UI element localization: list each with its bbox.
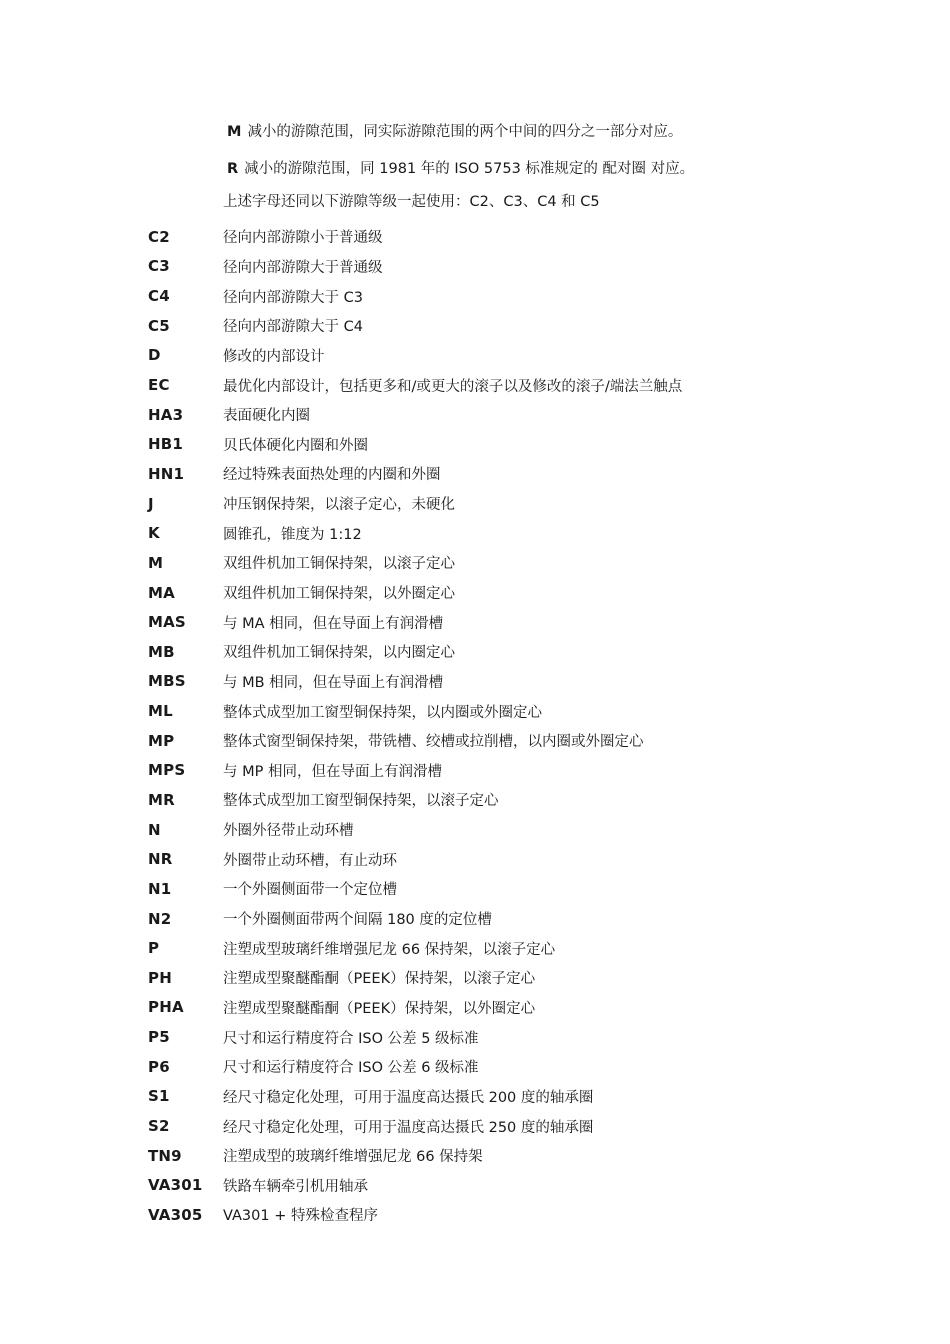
suffix-code: TN9	[148, 1146, 182, 1165]
intro-text-r: 减小的游隙范围，同 1981 年的 ISO 5753 标准规定的 配对圈 对应。	[244, 161, 695, 177]
suffix-code: N1	[148, 879, 172, 898]
table-row	[148, 1111, 908, 1141]
suffix-code: HN1	[148, 464, 185, 483]
table-row	[148, 874, 908, 904]
suffix-code: S2	[148, 1117, 170, 1136]
table-row	[148, 844, 908, 874]
suffix-code: P6	[148, 1057, 170, 1076]
suffix-code: N2	[148, 909, 172, 928]
suffix-description: 最优化内部设计，包括更多和/或更大的滚子以及修改的滚子/端法兰触点	[223, 378, 683, 395]
suffix-code: P5	[148, 1028, 170, 1047]
suffix-description: 注塑成型聚醚酯酮（PEEK）保持架，以外圈定心	[223, 1000, 536, 1017]
table-row	[148, 1052, 908, 1082]
suffix-description: 注塑成型聚醚酯酮（PEEK）保持架，以滚子定心	[223, 971, 536, 988]
table-row	[148, 607, 908, 637]
suffix-code: MBS	[148, 672, 186, 691]
suffix-code: HB1	[148, 435, 184, 454]
table-row	[148, 222, 908, 252]
suffix-description: 径向内部游隙大于普通级	[223, 259, 383, 276]
intro-letter-m: M	[227, 124, 242, 140]
suffix-description: 径向内部游隙小于普通级	[223, 230, 383, 247]
suffix-code: K	[148, 524, 160, 543]
table-row	[148, 904, 908, 934]
suffix-description: 一个外圈侧面带一个定位槽	[223, 882, 397, 899]
intro-letter-r: R	[227, 161, 239, 177]
table-row	[148, 252, 908, 282]
suffix-description: 径向内部游隙大于 C4	[223, 319, 363, 336]
table-row	[148, 1200, 908, 1230]
suffix-code: C3	[148, 257, 170, 276]
table-row	[148, 696, 908, 726]
table-row	[148, 785, 908, 815]
table-row	[148, 370, 908, 400]
suffix-description: 尺寸和运行精度符合 ISO 公差 6 级标准	[223, 1060, 479, 1077]
suffix-code: PHA	[148, 998, 184, 1017]
suffix-description: 一个外圈侧面带两个间隔 180 度的定位槽	[223, 912, 492, 929]
table-row	[148, 1082, 908, 1112]
suffix-code: N	[148, 820, 161, 839]
suffix-code: MPS	[148, 761, 186, 780]
suffix-code: M	[148, 553, 164, 572]
table-row	[148, 963, 908, 993]
suffix-description: 尺寸和运行精度符合 ISO 公差 5 级标准	[223, 1030, 479, 1047]
suffix-description: 经过特殊表面热处理的内圈和外圈	[223, 467, 441, 484]
suffix-description: 表面硬化内圈	[223, 408, 310, 425]
table-row	[148, 1171, 908, 1201]
suffix-code: VA305	[148, 1205, 203, 1224]
table-row	[148, 518, 908, 548]
table-row	[148, 548, 908, 578]
intro-line-m	[227, 122, 917, 142]
suffix-code: C5	[148, 316, 170, 335]
suffix-description: 圆锥孔，锥度为 1:12	[223, 526, 362, 543]
suffix-description: 与 MA 相同，但在导面上有润滑槽	[223, 615, 444, 632]
suffix-code: S1	[148, 1087, 170, 1106]
suffix-description: 整体式成型加工窗型铜保持架，以滚子定心	[223, 793, 499, 810]
suffix-code: ML	[148, 702, 173, 721]
table-row	[148, 459, 908, 489]
table-row	[148, 815, 908, 845]
table-row	[148, 1141, 908, 1171]
suffix-description: 冲压钢保持架，以滚子定心，未硬化	[223, 497, 455, 514]
suffix-description: 双组件机加工铜保持架，以外圈定心	[223, 586, 455, 602]
table-row	[148, 578, 908, 608]
suffix-code: PH	[148, 968, 172, 987]
table-row	[148, 311, 908, 341]
table-row	[148, 933, 908, 963]
suffix-code: C2	[148, 227, 170, 246]
table-row	[148, 341, 908, 371]
suffix-description: 与 MB 相同，但在导面上有润滑槽	[223, 674, 444, 691]
suffix-description: 双组件机加工铜保持架，以内圈定心	[223, 645, 455, 662]
intro-line-clearance	[223, 192, 913, 212]
table-row	[148, 281, 908, 311]
suffix-description: 经尺寸稳定化处理，可用于温度高达摄氏 250 度的轴承圈	[223, 1119, 594, 1136]
table-row	[148, 489, 908, 519]
intro-text-clearance: 上述字母还同以下游隙等级一起使用：C2、C3、C4 和 C5	[223, 194, 600, 210]
table-row	[148, 756, 908, 786]
suffix-code: HA3	[148, 405, 184, 424]
suffix-description: 整体式窗型铜保持架，带铣槽、绞槽或拉削槽，以内圈或外圈定心	[223, 734, 644, 751]
suffix-list	[148, 222, 908, 1230]
suffix-description: 外圈外径带止动环槽	[223, 823, 354, 840]
suffix-description: 注塑成型玻璃纤维增强尼龙 66 保持架，以滚子定心	[223, 941, 556, 958]
table-row	[148, 429, 908, 459]
suffix-code: C4	[148, 287, 170, 306]
suffix-code: MR	[148, 790, 175, 809]
suffix-description: 双组件机加工铜保持架，以滚子定心	[223, 556, 455, 573]
table-row	[148, 1022, 908, 1052]
suffix-description: 与 MP 相同，但在导面上有润滑槽	[223, 763, 442, 780]
suffix-description: 经尺寸稳定化处理，可用于温度高达摄氏 200 度的轴承圈	[223, 1089, 594, 1106]
table-row	[148, 637, 908, 667]
suffix-code: MAS	[148, 613, 186, 632]
suffix-code: MP	[148, 731, 175, 750]
suffix-description: VA301 + 特殊检查程序	[223, 1208, 378, 1225]
suffix-description: 整体式成型加工窗型铜保持架，以内圈或外圈定心	[223, 704, 542, 721]
table-row	[148, 726, 908, 756]
suffix-description: 贝氏体硬化内圈和外圈	[223, 437, 368, 454]
intro-line-r	[227, 159, 917, 179]
suffix-description: 径向内部游隙大于 C3	[223, 289, 363, 306]
suffix-description: 注塑成型的玻璃纤维增强尼龙 66 保持架	[223, 1149, 483, 1166]
table-row	[148, 667, 908, 697]
table-row	[148, 993, 908, 1023]
table-row	[148, 400, 908, 430]
suffix-code: MA	[148, 583, 175, 602]
suffix-description: 修改的内部设计	[223, 348, 325, 365]
suffix-code: VA301	[148, 1176, 203, 1195]
suffix-description: 外圈带止动环槽，有止动环	[223, 852, 397, 869]
suffix-description: 铁路车辆牵引机用轴承	[223, 1178, 368, 1195]
suffix-code: NR	[148, 850, 173, 869]
suffix-code: J	[148, 494, 154, 513]
suffix-code: MB	[148, 642, 175, 661]
suffix-code: P	[148, 939, 160, 958]
suffix-code: D	[148, 346, 161, 365]
intro-text-m: 减小的游隙范围，同实际游隙范围的两个中间的四分之一部分对应。	[247, 124, 683, 140]
suffix-code: EC	[148, 376, 170, 395]
